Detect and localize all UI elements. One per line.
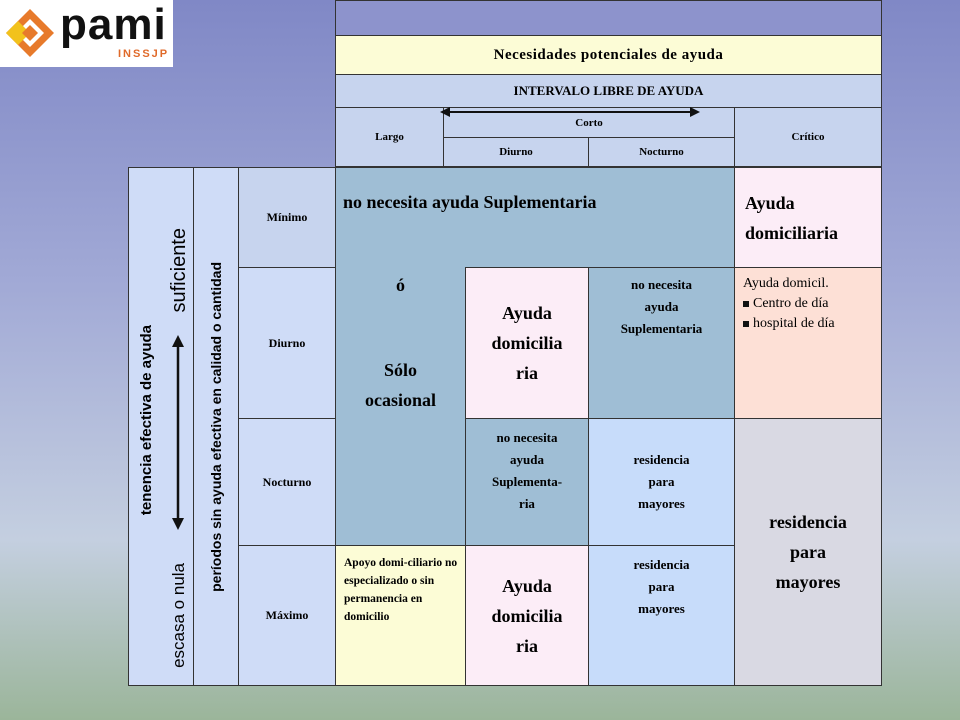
corto-text: Corto [575,116,603,129]
row-maximo-text: Máximo [265,608,309,622]
row-minimo [238,167,336,268]
res-a2: para [648,474,675,489]
bullet-icon [743,301,749,307]
row-nocturno-text: Nocturno [262,474,312,489]
res-a1: residencia [633,452,690,467]
res-big-3: mayores [775,572,841,592]
tenencia-label: tenencia efectiva de ayuda [137,324,155,516]
cell-minimo-blue [335,167,735,268]
cell-corto-diurno-nocturno [465,418,589,546]
cell-corto-diurno-maximo [465,545,589,686]
critico-diurno-line2: Centro de día [753,296,829,311]
res-big-1: residencia [769,512,847,532]
cell-critico-nocturno-maximo [734,418,882,686]
no-necesita-top: no necesita ayuda Suplementaria [343,192,597,212]
bullet-icon [743,321,749,327]
logo-sub: INSSJP [118,48,170,60]
escasa-wrap [162,540,196,690]
largo-text: Largo [375,131,404,143]
row-diurno [238,267,336,419]
diurno-header [443,137,589,167]
cell-corto-diurno-diurno [465,267,589,419]
nocturno-header [588,137,735,167]
nn-mid-2: ayuda [644,299,679,314]
res-b3: mayores [638,601,685,616]
cell-corto-nocturno-diurno [588,267,735,419]
row-minimo-text: Mínimo [266,210,308,224]
nn-noc-4: ria [519,496,535,511]
nn-noc-3: Suplementa- [491,474,563,489]
ayuda-top-2: domiciliaria [745,222,838,243]
interval-header [335,74,882,108]
tenencia-label-wrap [128,180,164,660]
cell-corto-nocturno-maximo [588,545,735,686]
res-a3: mayores [638,496,685,511]
row-maximo [238,545,336,686]
critico-diurno-item3 [743,314,873,334]
suficiente-label: suficiente [167,227,190,313]
cell-largo-maximo [335,545,466,686]
cell-critico-minimo [734,167,882,268]
ocasional-text: ocasional [364,390,436,410]
diurno-text: Diurno [499,146,533,158]
nn-mid-3: Suplementaria [620,321,703,336]
o-text: ó [396,275,405,295]
largo-header [335,107,444,167]
nn-noc-1: no necesita [496,430,558,445]
nn-noc-2: ayuda [510,452,544,467]
critico-diurno-line1: Ayuda domicil. [743,276,829,291]
ayuda-m2: domicilia [491,605,563,626]
pami-logo [0,0,173,67]
row-diurno-text: Diurno [268,335,306,350]
apoyo-text: Apoyo domi-ciliario no especializado o sin permanencia en domicilio [344,557,458,623]
critico-text: Crítico [791,131,825,143]
cell-corto-nocturno-nocturno [588,418,735,546]
ayuda-m1: Ayuda [502,575,552,596]
ayuda-d3: ria [516,363,538,383]
critico-header [734,107,882,167]
pami-diamond-icon [4,7,56,59]
logo-brand: pami [60,0,167,49]
res-b2: para [648,579,675,594]
interval-text: INTERVALO LIBRE DE AYUDA [513,83,704,98]
header-title [335,35,882,75]
double-arrow-icon [440,105,700,119]
nn-mid-1: no necesita [630,277,693,292]
cell-critico-diurno [734,267,882,419]
suficiente-wrap [162,210,196,330]
ayuda-m3: ria [516,635,538,656]
header-title-text: Necesidades potenciales de ayuda [493,46,724,63]
critico-diurno-line3: hospital de día [753,316,835,331]
ayuda-d1: Ayuda [502,303,552,323]
escasa-label: escasa o nula [169,562,188,668]
periodos-label: períodos sin ayuda efectiva en calidad o cantidad [208,261,224,592]
header-top-band [335,0,882,36]
res-b1: residencia [633,557,690,572]
periodos-column [193,167,239,686]
nocturno-text: Nocturno [639,146,684,158]
row-nocturno [238,418,336,546]
critico-diurno-item2 [743,294,873,314]
ayuda-top-1: Ayuda [745,192,795,213]
res-big-2: para [790,542,826,562]
ayuda-d2: domicilia [491,333,563,353]
solo-text: Sólo [383,360,417,380]
vertical-double-arrow-icon [168,335,188,530]
